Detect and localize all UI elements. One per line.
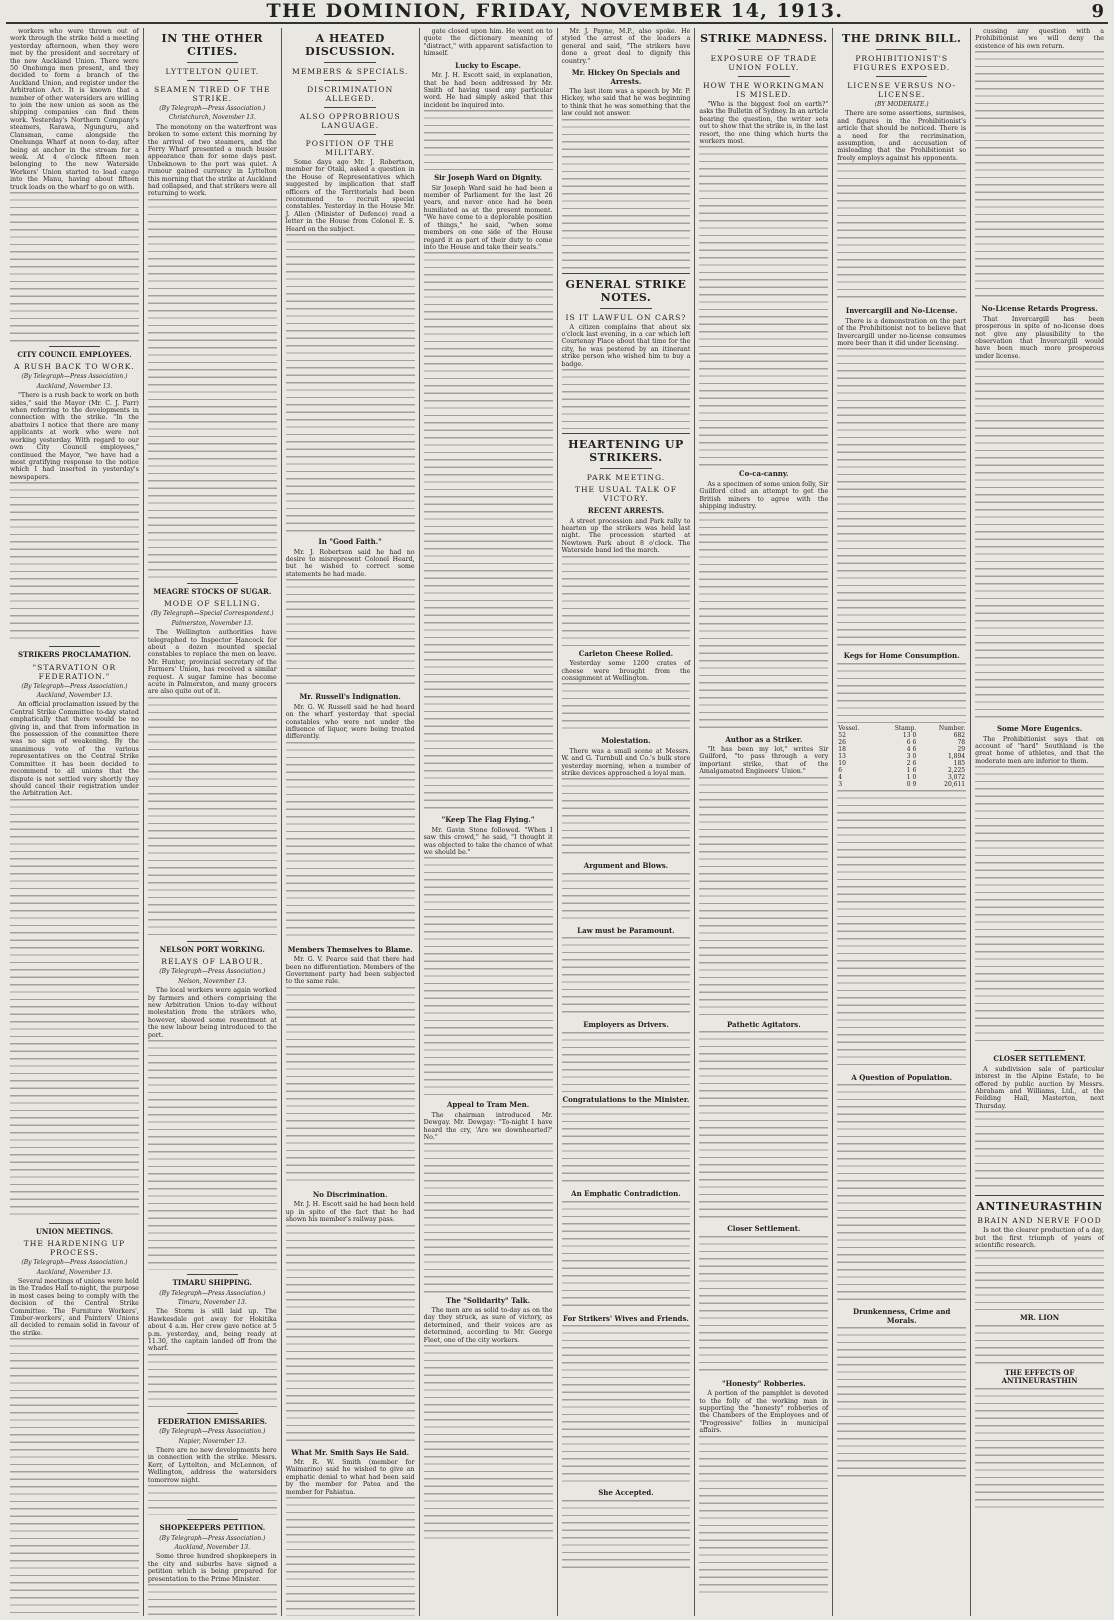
headline: Drunkenness, Crime and Morals. — [853, 1307, 951, 1325]
byline: (By Telegraph—Press Association.) — [159, 1428, 266, 1436]
table-row — [837, 781, 966, 788]
column-6 — [695, 28, 833, 1616]
table-cell: 20,611 — [944, 780, 966, 788]
masthead-title: THE DOMINION, FRIDAY, NOVEMBER 14, 1913. — [266, 0, 844, 22]
subheadline: PARK MEETING. — [586, 473, 666, 483]
article-text: The Prohibitionist says that on account of "hard" Southland is the great home of athletes, and that the moderate men are inferior to them. — [975, 735, 1104, 765]
article-text: workers who were thrown out of work through the strike held a meeting yesterday afternoon, when they were met by the president and secretary of the new Auckland Union. There were 50 Onehunga men present, and they decided to form a branch of the Auckland Union, and register under the Arbitration Act. It is known that a number of other watersiders are willing to join the new union as soon as the shipping companies can find them work. Yesterday's Northern Company's steamers, Rarawa, Ngunguru, and Clansman, came alongside the Onehunga Wharf at noon to-day, after being at anchor in the stream for a week. At 4 o'clock fifteen men belonging to the new Waterside Workers' Union started to load cargo into the Manu, having about fifteen truck loads on the wharf to go on with. — [10, 28, 139, 191]
divider — [738, 49, 790, 50]
headline: GENERAL STRIKE NOTES. — [565, 277, 687, 304]
byline: (By Telegraph—Press Association.) — [159, 1534, 266, 1542]
article-text: As a specimen of some union folly, Sir Guilford cited an attempt to get the British miners to agree with the shipping industry. — [699, 480, 829, 511]
text-body — [975, 1250, 1104, 1310]
headline: Law must be Paramount. — [577, 925, 675, 935]
table-header: Stamp. — [894, 724, 917, 732]
headline: She Accepted. — [598, 1488, 654, 1498]
subheadline: POSITION OF THE MILITARY. — [305, 139, 395, 157]
headline: "Keep The Flag Flying." — [441, 815, 535, 825]
table-cell: 0 9 — [906, 780, 917, 788]
headline: An Emphatic Contradiction. — [571, 1189, 681, 1199]
text-body — [562, 369, 691, 429]
headline: Some More Eugenics. — [996, 724, 1083, 734]
headline: "Honesty" Robberies. — [721, 1378, 806, 1388]
text-body — [562, 1201, 691, 1311]
headline: Congratulations to the Minister. — [562, 1094, 690, 1104]
subheadline: HOW THE WORKINGMAN IS MISLED. — [702, 81, 825, 99]
byline: (By Telegraph—Press Association.) — [21, 1259, 128, 1267]
divider — [187, 941, 239, 942]
subheadline: SEAMEN TIRED OF THE STRIKE. — [154, 85, 271, 103]
kegs-table — [837, 725, 966, 788]
byline: (By Telegraph—Press Association.) — [159, 1289, 266, 1297]
divider — [324, 62, 376, 63]
text-body — [10, 482, 139, 642]
article-text: That Invercargill has been prosperous in spite of no-license does not give any plausibility to the observation that Invercargill would have been much more prosperous under license. — [975, 315, 1104, 360]
headline: NELSON PORT WORKING. — [159, 944, 265, 954]
dateline: Auckland, November 13. — [36, 692, 113, 700]
column-1 — [6, 28, 144, 1616]
column-3 — [282, 28, 420, 1616]
text-body — [10, 1338, 139, 1616]
headline: No-License Retards Progress. — [981, 304, 1098, 314]
article-text: Yesterday some 1200 crates of cheese were brought from the consignment at Wellington. — [561, 660, 691, 682]
article-text: The Wellington authorities have telegraphed to Inspector Hancock for about a dozen mounted special constables to replace the men on leave. Mr. Hunter, provincial secretary of the Farmers' Union, has received a similar request. A sugar famine has become acute in Palmerston, and many grocers are also quite out of it. — [147, 629, 277, 696]
byline: (BY MODERATE.) — [874, 101, 929, 108]
text-body — [699, 777, 828, 1017]
headline: Appeal to Tram Men. — [446, 1100, 530, 1110]
byline: (By Telegraph—Press Association.) — [159, 105, 266, 112]
article-text: A subdivision sale of particular interest in the Alpine Estate, to be offered by public auction by Messrs. Abraham and Williams, Ltd., at the Feilding Hall, Masterton, next Thursday. — [975, 1065, 1104, 1110]
text-body — [562, 119, 691, 269]
text-body — [699, 512, 828, 732]
text-body — [975, 1388, 1104, 1508]
text-body — [562, 1325, 691, 1485]
headline: Members Themselves to Blame. — [287, 944, 413, 954]
table-cell: 10 — [838, 759, 846, 767]
divider — [1014, 1050, 1066, 1051]
text-body — [424, 1143, 553, 1293]
subheadline: ALSO OPPROBRIOUS LANGUAGE. — [299, 112, 401, 130]
article-text: Mr. G. V. Pearce said that there had been no differentiation. Members of the Government party had been subjected to the same rule. — [285, 956, 415, 986]
article-text: An official proclamation issued by the Central Strike Committee to-day stated emphatically that there would be no giving in, and that from information in the possession of the committee there was no sign of weakening. By the unanimous vote of the various representatives on the Central Strike Committee it has been decided to recommend to all unions that the dispute is not settled very shortly they should cancel their registration under the Arbitration Act. — [10, 701, 139, 798]
table-cell: 6 — [838, 766, 843, 774]
table-cell: 78 — [957, 738, 966, 746]
text-body — [286, 987, 415, 1187]
divider — [49, 646, 101, 647]
dateline: Napier, November 13. — [178, 1437, 246, 1445]
article-text: A portion of the pamphlet is devoted to the folly of the working man in supporting the "honesty" robberies of the Chambers of the Employees and of "Progressive" follies in municipal affairs. — [699, 1390, 829, 1435]
table-cell: 682 — [953, 731, 966, 739]
headline: Lucky to Escape. — [455, 60, 521, 70]
dateline: Timaru, November 13. — [177, 1298, 247, 1306]
headline: Mr. Hickey On Specials and Arrests. — [571, 68, 680, 86]
article-text: There is a demonstration on the part of the Prohibitionist not to believe that Invercargill under no-license consumes more beer than it did under licensing. — [837, 317, 967, 347]
text-body — [148, 1040, 277, 1270]
headline: A HEATED DISCUSSION. — [305, 32, 396, 58]
headline: STRIKERS PROCLAMATION. — [17, 650, 131, 660]
subheadline: EXPOSURE OF TRADE UNION FOLLY. — [710, 54, 817, 72]
table-row — [837, 760, 966, 767]
text-body — [837, 663, 966, 723]
table-cell: 185 — [953, 759, 966, 767]
subheadline: LICENSE VERSUS NO-LICENSE. — [847, 81, 957, 99]
columns — [6, 28, 1108, 1616]
article-text: Several meetings of unions were held in the Trades Hall to-night, the purpose in most cases being to comply with the decision of the Central Strike Committee. The Furniture Workers', Timber-workers', and Painters' Unions all decided to remain solid in favour of the strike. — [10, 1278, 139, 1337]
column-4 — [420, 28, 558, 1616]
text-body — [424, 110, 553, 170]
column-2 — [144, 28, 282, 1616]
headline: MR. LION — [1019, 1313, 1060, 1323]
table-header-row — [837, 725, 966, 732]
table-row — [837, 767, 966, 774]
text-body — [424, 857, 553, 1097]
article-text: Mr. Gavin Stone followed. "When I saw this crowd," he said, "I thought it was objected to take the chance of what we should be." — [423, 826, 553, 857]
text-body — [562, 778, 691, 858]
table-cell: 3,072 — [947, 773, 966, 781]
article-text: The last item was a speech by Mr. P. Hickey, who said that he was beginning to think that he was something that the law could not answer. — [561, 88, 691, 118]
article-text: A street procession and Park rally to hearten up the strikers was held last night. The procession started at Newtown Park about 8 o'clock. The Waterside band led the march. — [561, 517, 691, 555]
text-body — [975, 1111, 1104, 1191]
table-cell: 13 — [838, 752, 846, 760]
subheadline: THE HARDENING UP PROCESS. — [23, 1239, 126, 1258]
table-header: Vessel. — [838, 724, 860, 732]
divider — [324, 107, 376, 108]
byline: (By Telegraph—Press Association.) — [21, 373, 128, 381]
dateline: Auckland, November 13. — [36, 1268, 113, 1276]
column-8 — [971, 28, 1108, 1616]
table-cell: 1 0 — [906, 773, 917, 781]
subheadline: "STARVATION OR FEDERATION." — [32, 662, 117, 681]
table-cell: 26 — [838, 738, 846, 746]
headline: Pathetic Agitators. — [726, 1019, 801, 1029]
headline: In "Good Faith." — [318, 537, 382, 547]
headline: Kegs for Home Consumption. — [843, 651, 960, 661]
divider — [49, 1223, 101, 1224]
article-text: "There is a rush back to work on both sides," said the Mayor (Mr. C. J. Parr) when referring to the developments in connection with the strike. "In the abattoirs I notice that there are many applicants at work who were not working yesterday. With regard to our own City Council employees," continued the Mayor, "we have had a most gratifying response to the notice which I had inserted in yesterday's newspapers. — [10, 392, 139, 481]
headline: No Discrimination. — [312, 1189, 388, 1199]
divider — [187, 583, 239, 584]
column-5 — [558, 28, 696, 1616]
article-text: Mr. J. H. Escott said he had been held up in spite of the fact that he had shown his member's railway pass. — [285, 1201, 415, 1224]
divider — [562, 433, 691, 434]
text-body — [148, 1584, 277, 1616]
article-text: The Storm is still laid up. The Hawkesdale got away for Hokitika about 4 a.m. Her crew gave notice at 5 p.m. yesterday, and, being ready at 11.30, the captain landed off from the wharf. — [147, 1308, 277, 1353]
table-header: Number. — [938, 724, 966, 732]
dateline: Palmerston, November 13. — [171, 619, 253, 627]
text-body — [148, 1354, 277, 1409]
article-text: A citizen complains that about six o'clock last evening, in a car which left Courtenay Place about that time for the city, he was pestered by an itinerant strike person who wished him to buy a badge. — [561, 323, 691, 368]
article-text: Mr. R. W. Smith (member for Waimarino) said he wished to give an emphatic denial to what had been said by the member for Patea and the member for Pahiatua. — [285, 1459, 415, 1496]
article-text: The chairman introduced Mr. Dewgay. Mr. Dewgay: "To-night I have heard the cry, 'Are we downhearted?' No." — [423, 1111, 553, 1142]
text-body — [975, 1325, 1104, 1365]
divider — [876, 49, 928, 50]
headline: FEDERATION EMISSARIES. — [157, 1416, 268, 1426]
subheadline: RELAYS OF LABOUR. — [161, 957, 264, 967]
table-cell: 3 — [838, 780, 843, 788]
divider — [324, 80, 376, 81]
text-body — [148, 1485, 277, 1515]
text-body — [286, 234, 415, 534]
divider — [49, 346, 101, 347]
headline: Employers as Drivers. — [583, 1020, 669, 1030]
headline: MEAGRE STOCKS OF SUGAR. — [153, 586, 272, 596]
article-text: "It has been my lot," writes Sir Guilford, "to pass through a very important strike, that of the Amalgamated Engineers' Union." — [699, 746, 829, 776]
table-cell: 2,225 — [947, 766, 966, 774]
table-cell: 6 6 — [906, 738, 917, 746]
article-text: Mr. J. H. Escott said, in explanation, that he had been addressed by Mr. Smith of having used any particular word. He had simply asked that this incident be inquired into. — [423, 72, 553, 109]
table-cell: 29 — [957, 745, 966, 753]
article-text: gate closed upon him. He went on to quote the dictionary meaning of "distract," with apparent satisfaction to himself. — [423, 28, 553, 58]
text-body — [699, 1031, 828, 1221]
text-body — [837, 348, 966, 648]
table-cell: 52 — [838, 731, 846, 739]
headline: Carleton Cheese Rolled. — [578, 648, 674, 658]
subheadline: MODE OF SELLING. — [163, 599, 261, 609]
headline: CLOSER SETTLEMENT. — [993, 1054, 1086, 1064]
text-body — [562, 1500, 691, 1570]
article-text: Mr. J. Robertson said he had no desire to misrepresent Colonel Heard, but he wished to correct some statements he had made. — [285, 548, 415, 578]
text-body — [286, 1225, 415, 1445]
text-body — [837, 1084, 966, 1304]
text-body — [562, 937, 691, 1017]
text-body — [10, 192, 139, 342]
table-cell: 13 0 — [902, 731, 917, 739]
table-row — [837, 774, 966, 781]
article-text: The monotony on the waterfront was broken to some extent this morning by the arrival of two steamers, and the Ferry Wharf presented a much busier appearance than for some days past. Unbeknown to the port was quiet. A rumour gained currency in Lyttelton this morning that the strike at Auckland had collapsed, and that strikers were all returning to work. — [147, 123, 277, 198]
headline: A Question of Population. — [851, 1072, 953, 1082]
text-body — [699, 1236, 828, 1376]
subheadline: A RUSH BACK TO WORK. — [14, 362, 135, 372]
divider — [975, 1195, 1104, 1196]
headline: What Mr. Smith Says He Said. — [291, 1447, 410, 1457]
text-body — [975, 361, 1104, 721]
subheadline: IS IT LAWFUL ON CARS? — [565, 312, 687, 322]
table-cell: 1 6 — [906, 766, 917, 774]
subheadline: THE USUAL TALK OF VICTORY. — [574, 485, 677, 504]
article-text: The local workers were again worked by farmers and others comprising the new Arbitration Union to-day without molestation from the strikers who, however, showed some resentment at the new labour being introduced to the port. — [147, 987, 277, 1039]
article-text: There are no new developments here in connection with the strike. Messrs. Kerr, of Lyttelton, and McLennon, of Wellington, address the watersiders tomorrow night. — [147, 1447, 277, 1484]
article-text: Some three hundred shopkeepers in the city and suburbs have signed a petition which is being prepared for presentation to the Prime Minister. — [147, 1553, 277, 1583]
masthead — [6, 0, 1108, 24]
headline: Co-ca-canny. — [739, 469, 789, 479]
dateline: Nelson, November 13. — [178, 977, 247, 985]
byline: (By Telegraph—Special Correspondent.) — [151, 610, 274, 618]
table-cell: 4 — [838, 773, 843, 781]
article-text: cussing any question with a Prohibitionist we will deny the existence of his own return. — [975, 28, 1104, 50]
text-body — [837, 790, 966, 1070]
headline: TIMARU SHIPPING. — [172, 1278, 252, 1287]
divider — [600, 468, 652, 469]
article-text: Mr. J. Payne, M.P., also spoke. He styled the arrest of the leaders a general and said, "The strikers have done a great deal to dignify this country." — [561, 28, 691, 65]
table-row — [837, 732, 966, 739]
page-number: 9 — [1091, 0, 1104, 22]
divider — [600, 308, 652, 309]
text-body — [975, 51, 1104, 301]
headline: Invercargill and No-License. — [845, 306, 958, 316]
divider — [187, 1519, 239, 1520]
headline: Closer Settlement. — [727, 1224, 801, 1234]
headline: Sir Joseph Ward on Dignity. — [434, 173, 543, 183]
text-body — [424, 252, 553, 812]
table-cell: 18 — [838, 745, 846, 753]
divider — [187, 80, 239, 81]
text-body — [562, 1106, 691, 1186]
headline: For Strikers' Wives and Friends. — [563, 1313, 689, 1323]
divider — [562, 273, 691, 274]
text-body — [562, 873, 691, 923]
text-body — [286, 742, 415, 942]
headline: SHOPKEEPERS PETITION. — [159, 1523, 266, 1533]
headline: THE DRINK BILL. — [842, 32, 962, 45]
article-text: Is not the clearer production of a day, but the first triumph of years of scientific research. — [975, 1227, 1104, 1250]
headline: CITY COUNCIL EMPLOYEES. — [17, 349, 132, 359]
text-body — [562, 1032, 691, 1092]
text-body — [837, 1327, 966, 1477]
subheadline: MEMBERS & SPECIALS. — [292, 67, 409, 76]
text-body — [424, 1345, 553, 1545]
headline: IN THE OTHER CITIES. — [161, 32, 264, 58]
table-cell: 3 0 — [906, 752, 917, 760]
text-body — [562, 556, 691, 646]
table-cell: 2 6 — [906, 759, 917, 767]
subheadline: LYTTELTON QUIET. — [165, 67, 260, 76]
text-body — [699, 1436, 828, 1596]
text-body — [562, 683, 691, 733]
headline: RECENT ARRESTS. — [587, 506, 664, 516]
text-body — [975, 766, 1104, 1046]
text-body — [286, 1497, 415, 1616]
byline: (By Telegraph—Press Association.) — [159, 968, 266, 976]
table-row — [837, 753, 966, 760]
table-cell: 1,894 — [947, 752, 966, 760]
headline: THE EFFECTS OF ANTINEURASTHIN — [1001, 1367, 1078, 1386]
headline: Molestation. — [601, 736, 651, 746]
article-text: There was a small scene at Messrs. W. and G. Turnbull and Co.'s bulk store yesterday morning, when a number of strike devices approached a loyal man. — [561, 747, 691, 778]
divider — [738, 76, 790, 77]
headline: ANTINEURASTHIN — [976, 1200, 1103, 1214]
article-text: Some days ago Mr. J. Robertson, member for Otaki, asked a question in the House of Representatives which suggested by implication that staff officers of the Territorials had been recommend to recruit special constables. Yesterday in the House Mr. J. Allen (Minister of Defence) read a letter in the House from Colonel E. S. Heard on the subject. — [285, 159, 415, 233]
table-row — [837, 739, 966, 746]
text-body — [148, 697, 277, 937]
dateline: Auckland, November 13. — [36, 382, 113, 390]
column-7 — [833, 28, 971, 1616]
dateline: Auckland, November 13. — [174, 1544, 251, 1551]
divider — [876, 76, 928, 77]
article-text: There are some assertions, surmises, and figures in the Prohibitionist's article that should be noticed. There is a need for the recrimination, assumption, and accusation of misleading that the Prohibitionist so freely employs against his opponents. — [837, 110, 967, 162]
text-body — [837, 163, 966, 303]
headline: HEARTENING UP STRIKERS. — [568, 438, 684, 465]
divider — [187, 62, 239, 63]
text-body — [286, 579, 415, 689]
article-text: The men are as solid to-day as on the day they struck, as sure of victory, as determined, and their voices are as determined, according to Mr. George Fleet, one of the city workers. — [423, 1307, 553, 1344]
dateline: Christchurch, November 13. — [168, 114, 256, 122]
text-body — [10, 799, 139, 1219]
headline: Author as a Striker. — [725, 734, 803, 744]
text-body — [148, 199, 277, 579]
byline: (By Telegraph—Press Association.) — [21, 682, 128, 690]
article-text: Mr. G. W. Russell said he had heard on the wharf yesterday that special constables who were not under the influence of liquor, were being treated differently. — [285, 703, 415, 741]
article-text: Sir Joseph Ward said he had been a member of Parliament for the last 26 years, and never once had he been humiliated as at the present moment. "We have come to a deplorable position of things," he said, "when some members on one side of the House regard it as part of their duty to come into the House and take their seats." — [423, 184, 553, 251]
table-row — [837, 746, 966, 753]
subheadline: BRAIN AND NERVE FOOD — [977, 1216, 1102, 1226]
subheadline: DISCRIMINATION ALLEGED. — [307, 85, 394, 103]
headline: Argument and Blows. — [583, 861, 669, 871]
headline: The "Solidarity" Talk. — [446, 1295, 531, 1305]
table-cell: 4 6 — [906, 745, 917, 753]
subheadline: PROHIBITIONIST'S FIGURES EXPOSED. — [853, 54, 951, 72]
article-text: "Who is the biggest fool on earth?" asks the Bulletin of Sydney. In an article bearing the question, the writer sets out to show that the strike is, in the last resort, the one thing which hurts the workers most. — [699, 101, 829, 146]
headline: Mr. Russell's Indignation. — [299, 692, 401, 702]
divider — [187, 1274, 239, 1275]
headline: STRIKE MADNESS. — [700, 32, 828, 45]
divider — [324, 134, 376, 135]
divider — [187, 1413, 239, 1414]
text-body — [699, 146, 828, 466]
headline: UNION MEETINGS. — [35, 1226, 114, 1236]
